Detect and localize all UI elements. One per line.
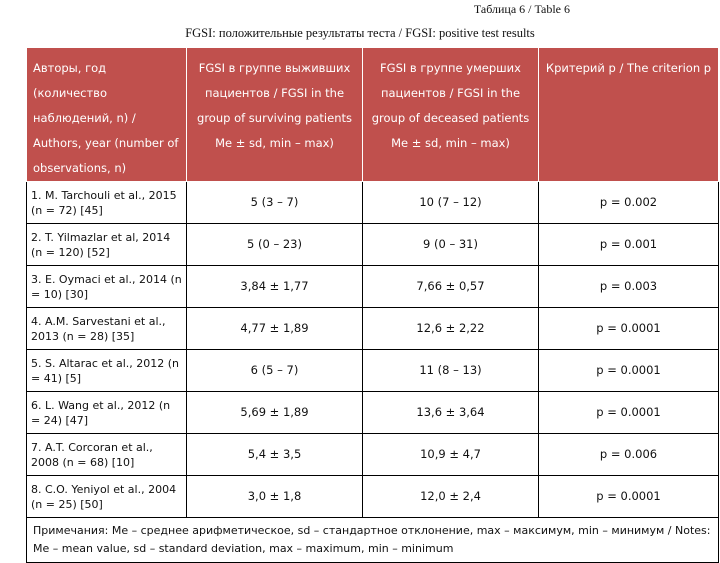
cell-p: p = 0.002 xyxy=(539,182,719,224)
cell-survived: 5 (0 – 23) xyxy=(187,224,363,266)
cell-deceased: 10,9 ± 4,7 xyxy=(363,434,539,476)
table-row xyxy=(27,392,719,434)
cell-author: 4. A.M. Sarvestani et al., 2013 (n = 28) [35] xyxy=(27,308,187,350)
cell-deceased: 13,6 ± 3,64 xyxy=(363,392,539,434)
cell-deceased: 9 (0 – 31) xyxy=(363,224,539,266)
cell-author: 5. S. Altarac et al., 2012 (n = 41) [5] xyxy=(27,350,187,392)
cell-p: p = 0.001 xyxy=(539,224,719,266)
cell-deceased: 12,6 ± 2,22 xyxy=(363,308,539,350)
cell-survived: 5 (3 – 7) xyxy=(187,182,363,224)
cell-author: 2. T. Yilmazlar et al, 2014 (n = 120) [52] xyxy=(27,224,187,266)
cell-survived: 3,0 ± 1,8 xyxy=(187,476,363,518)
cell-p: p = 0.0001 xyxy=(539,308,719,350)
cell-author: 7. A.T. Corcoran et al., 2008 (n = 68) [10] xyxy=(27,434,187,476)
table-row xyxy=(27,266,719,308)
cell-p: p = 0.0001 xyxy=(539,392,719,434)
table-row xyxy=(27,476,719,518)
cell-p: p = 0.0001 xyxy=(539,350,719,392)
cell-p: p = 0.0001 xyxy=(539,476,719,518)
table-row xyxy=(27,224,719,266)
header-deceased: FGSI в группе умерших пациентов / FGSI in the group of deceased patients Me ± sd, min – max) xyxy=(363,48,539,182)
cell-author: 1. M. Tarchouli et al., 2015 (n = 72) [45] xyxy=(27,182,187,224)
cell-author: 6. L. Wang et al., 2012 (n = 24) [47] xyxy=(27,392,187,434)
header-row xyxy=(27,48,719,182)
notes-row xyxy=(27,518,719,563)
cell-deceased: 7,66 ± 0,57 xyxy=(363,266,539,308)
table-row xyxy=(27,350,719,392)
cell-survived: 5,4 ± 3,5 xyxy=(187,434,363,476)
cell-survived: 5,69 ± 1,89 xyxy=(187,392,363,434)
header-surviving: FGSI в группе выживших пациентов / FGSI in the group of surviving patients Me ± sd, min – max) xyxy=(187,48,363,182)
cell-author: 8. C.O. Yeniyol et al., 2004 (n = 25) [50] xyxy=(27,476,187,518)
table-number-label: Таблица 6 / Table 6 xyxy=(473,2,570,16)
table-row xyxy=(27,308,719,350)
table-row xyxy=(27,434,719,476)
table-caption: FGSI: положительные результаты теста / FGSI: positive test results xyxy=(185,26,535,40)
cell-author: 3. E. Oymaci et al., 2014 (n = 10) [30] xyxy=(27,266,187,308)
table-row xyxy=(27,182,719,224)
cell-survived: 6 (5 – 7) xyxy=(187,350,363,392)
cell-deceased: 12,0 ± 2,4 xyxy=(363,476,539,518)
header-authors: Авторы, год (количество наблюдений, n) / Authors, year (number of observations, n) xyxy=(27,48,187,182)
cell-deceased: 11 (8 – 13) xyxy=(363,350,539,392)
cell-p: p = 0.006 xyxy=(539,434,719,476)
cell-survived: 4,77 ± 1,89 xyxy=(187,308,363,350)
cell-p: p = 0.003 xyxy=(539,266,719,308)
cell-deceased: 10 (7 – 12) xyxy=(363,182,539,224)
table-notes: Примечания: Me – среднее арифметическое, sd – стандартное отклонение, max – максимум, min – минимум / Notes: Me – mean value, sd – standard deviation, max – maximum, min – minimum xyxy=(27,518,719,563)
results-table xyxy=(26,47,719,563)
header-criterion: Критерий p / The criterion p xyxy=(539,48,719,182)
cell-survived: 3,84 ± 1,77 xyxy=(187,266,363,308)
